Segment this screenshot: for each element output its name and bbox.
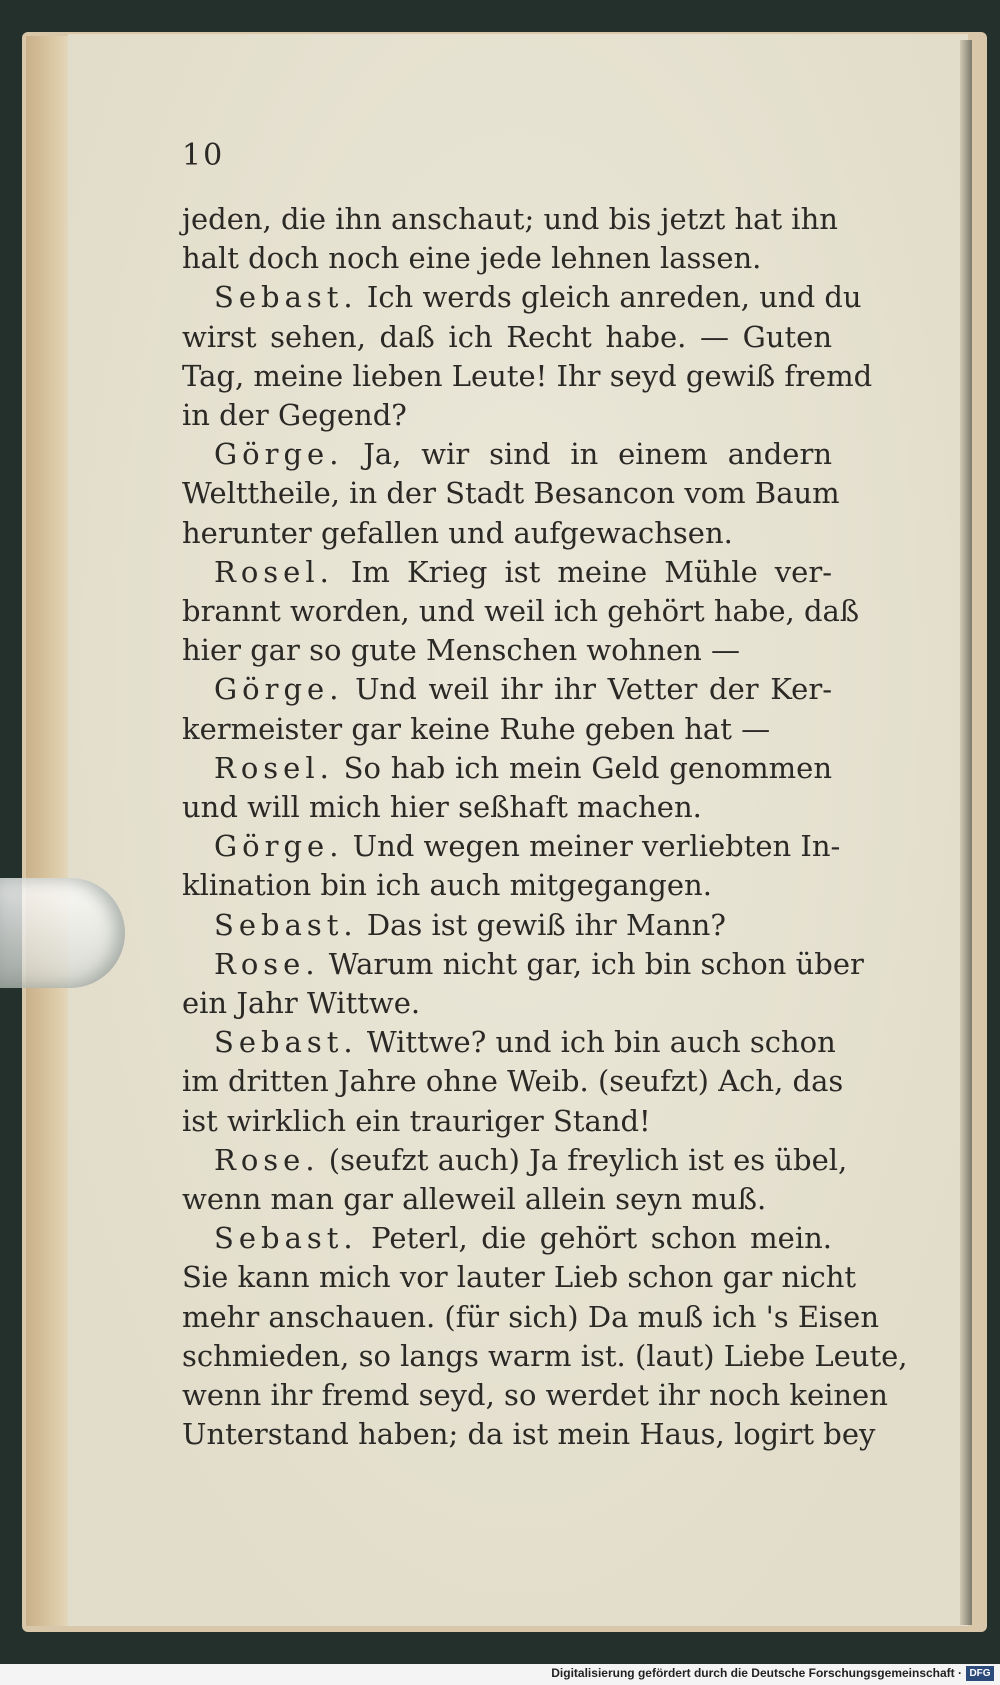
line-text: kermeister gar keine Ruhe geben hat —: [182, 711, 771, 746]
text-line: [182, 670, 832, 709]
line-text: wenn ihr fremd seyd, so werdet ihr noch keinen: [182, 1378, 888, 1413]
line-text: Unterstand haben; da ist mein Haus, logirt bey: [182, 1417, 876, 1452]
line-text: wirst sehen, daß ich Recht habe. — Guten: [182, 319, 832, 354]
text-line: [182, 514, 832, 553]
line-text: brannt worden, und weil ich gehört habe, daß: [182, 594, 860, 629]
line-text: und will mich hier seßhaft machen.: [182, 790, 702, 825]
text-line: [182, 396, 832, 435]
text-line: [182, 1180, 832, 1219]
page-gutter-shadow: [960, 40, 972, 1625]
line-text: schmieden, so langs warm ist. (laut) Liebe Leute,: [182, 1338, 908, 1373]
text-line: [182, 1258, 857, 1297]
page-clip: [0, 878, 125, 988]
dfg-logo: DFG: [966, 1666, 994, 1681]
text-line: [182, 1337, 908, 1376]
speaker-name: Rose.: [214, 1142, 320, 1177]
speaker-name: Sebast.: [214, 280, 358, 315]
speaker-name: Sebast.: [214, 1025, 358, 1060]
line-text: ist wirklich ein trauriger Stand!: [182, 1103, 651, 1138]
speaker-name: Sebast.: [214, 907, 358, 942]
line-text: Im Krieg ist meine Mühle ver-: [350, 554, 833, 589]
speaker-name: Görge.: [214, 829, 344, 864]
text-line: [182, 906, 832, 945]
line-text: hier gar so gute Menschen wohnen —: [182, 633, 741, 668]
line-text: Ja, wir sind in einem andern: [363, 437, 833, 472]
line-text: klination bin ich auch mitgegangen.: [182, 868, 712, 903]
speaker-name: Sebast.: [214, 1221, 358, 1256]
line-text: herunter gefallen und aufgewachsen.: [182, 515, 733, 550]
text-line: [182, 1023, 836, 1062]
line-text: mehr anschauen. (für sich) Da muß ich 's Eisen: [182, 1299, 880, 1334]
text-line: [182, 788, 832, 827]
text-line: [182, 278, 862, 317]
text-line: [182, 1415, 876, 1454]
line-text: Das ist gewiß ihr Mann?: [366, 907, 726, 942]
line-text: Peterl, die gehört schon mein.: [371, 1221, 832, 1256]
text-line: [182, 474, 840, 513]
line-text: wenn man gar alleweil allein seyn muß.: [182, 1182, 767, 1217]
text-line: [182, 631, 832, 670]
line-text: So hab ich mein Geld genommen: [343, 750, 833, 785]
speaker-name: Rosel.: [214, 554, 334, 589]
line-text: im dritten Jahre ohne Weib. (seufzt) Ach, das: [182, 1064, 844, 1099]
line-text: Und wegen meiner verliebten In-: [352, 829, 841, 864]
text-line: [182, 435, 832, 474]
text-line: [182, 239, 832, 278]
speaker-name: Rosel.: [214, 750, 334, 785]
text-line: [182, 357, 873, 396]
line-text: Welttheile, in der Stadt Besancon vom Baum: [182, 476, 840, 511]
speaker-name: Görge.: [214, 437, 344, 472]
line-text: Warum nicht gar, ich bin schon über: [328, 946, 864, 981]
text-line: [182, 318, 832, 357]
page-text: [182, 200, 908, 1455]
text-line: [182, 1376, 888, 1415]
speaker-name: Rose.: [214, 946, 320, 981]
text-line: [182, 200, 838, 239]
book-page-stack: [26, 36, 74, 1626]
line-text: Wittwe? und ich bin auch schon: [366, 1025, 836, 1060]
line-text: ein Jahr Wittwe.: [182, 986, 421, 1021]
text-line: [182, 1298, 880, 1337]
text-line: [182, 1102, 832, 1141]
page-number: 10: [182, 138, 225, 173]
line-text: jeden, die ihn anschaut; und bis jetzt hat ihn: [182, 202, 838, 236]
speaker-name: Görge.: [214, 672, 344, 707]
text-line: [182, 1141, 848, 1180]
footer-credit: Digitalisierung gefördert durch die Deutsche Forschungsgemeinschaft ·: [551, 1666, 962, 1680]
text-line: [182, 827, 841, 866]
text-line: [182, 1062, 844, 1101]
text-line: [182, 592, 860, 631]
line-text: Tag, meine lieben Leute! Ihr seyd gewiß fremd: [182, 358, 873, 393]
line-text: Und weil ihr ihr Vetter der Ker-: [355, 672, 833, 707]
line-text: (seufzt auch) Ja freylich ist es übel,: [328, 1142, 848, 1177]
line-text: Sie kann mich vor lauter Lieb schon gar nicht: [182, 1260, 857, 1295]
text-line: [182, 866, 832, 905]
text-line: [182, 945, 864, 984]
text-line: [182, 1219, 832, 1258]
line-text: halt doch noch eine jede lehnen lassen.: [182, 241, 762, 276]
text-line: [182, 553, 832, 592]
line-text: in der Gegend?: [182, 398, 407, 433]
text-line: [182, 749, 832, 788]
text-line: [182, 710, 832, 749]
line-text: Ich werds gleich anreden, und du: [366, 280, 862, 315]
text-line: [182, 984, 832, 1023]
